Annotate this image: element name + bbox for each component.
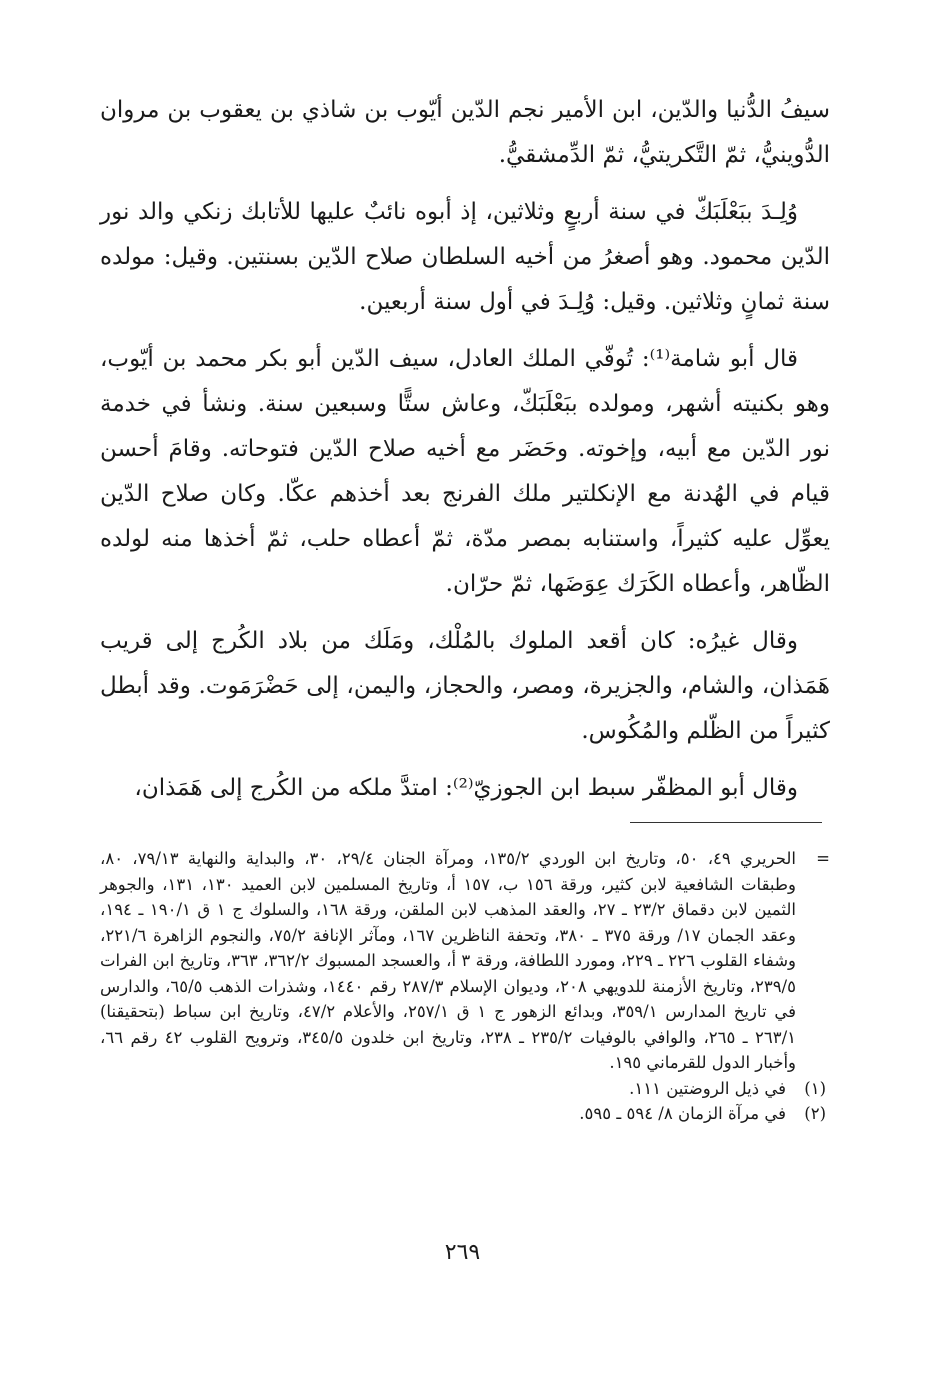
paragraph-1: سيفُ الدُّنيا والدّين، ابن الأمير نجم الدّين أيّوب بن شاذي بن يعقوب بن مروان الدُّوينيُّ، ثمّ التَّكريتيُّ، ثمّ الدِّمشقيُّ. [100,97,830,168]
continuation-mark: = [816,849,830,868]
paragraph-4: وقال غيرُه: كان أقعد الملوك بالمُلْك، ومَلَك من بلاد الكُرج إلى قريب هَمَذان، والشام، والجزيرة، ومصر، والحجاز، واليمن، إلى حَضْرَمَوت. وقد أبطل كثيراً من الظّلم والمُكُوس. [100,628,830,744]
footnotes [100,846,830,1127]
paragraph-5: وقال أبو المظفّر سبط ابن الجوزيّ⁽²⁾: امتدَّ ملكه من الكُرج إلى هَمَذان، [134,775,798,801]
footnote-text: في ذيل الروضتين ١١١. [629,1078,786,1098]
footnote-separator [630,822,822,823]
main-text [100,88,830,823]
footnote-2 [100,1101,830,1127]
page-number: ٢٦٩ [444,1240,481,1265]
footnote-number: (١) [804,1078,826,1098]
paragraph-2: وُلِـدَ ببَعْلَبَكّ في سنة أربعٍ وثلاثين، إذ أبوه نائبٌ عليها للأتابك زنكي والد نور الدّين محمود. وهو أصغرُ من أخيه السلطان صلاح الدّين بسنتين. وقيل: مولده سنة ثمانٍ وثلاثين. وقيل: وُلِـدَ في أول سنة أربعين. [100,199,830,315]
continuation-text: الحريري ٤٩، ٥٠، وتاريخ ابن الوردي ١٣٥/٢، ومرآة الجنان ٢٩/٤، ٣٠، والبداية والنهاية ٧٩/١٣، ٨٠، وطبقات الشافعية لابن كثير، ورقة ١٥٦ ب، ١٥٧ أ، وتاريخ المسلمين لابن العميد ١٣٠، ١٣١، والجوهر الثمين لابن دقماق ٢٣/٢ ـ ٢٧، والعقد المذهب لابن الملقن، ورقة ١٦٨، والسلوك ج ١ ق ١٩٠/١ ـ ١٩٤، وعقد الجمان ١٧/ ورقة ٣٧٥ ـ ٣٨٠، وتحفة الناظرين ١٦٧، ومآثر الإنافة ٧٥/٢، والنجوم الزاهرة ٢٢١/٦، وشفاء القلوب ٢٢٦ ـ ٢٢٩، ومورد اللطافة، ورقة ٣ أ، والعسجد المسبوك ٣٦٢/٢، ٣٦٣، وتاريخ ابن الفرات ٢٣٩/٥، وتاريخ الأزمنة للدويهي ٢٠٨، وديوان الإسلام ٢٨٧/٣ رقم ١٤٤٠، وشذرات الذهب ٦٥/٥، والدارس في تاريخ المدارس ٣٥٩/١، وبدائع الزهور ج ١ ق ٢٥٧/١، والأعلام ٤٧/٢، وتاريخ ابن سباط (بتحقيقنا) ٢٦٣/١ ـ ٢٦٥، والوافي بالوفيات ٢٣٥/٢ ـ ٢٣٨، وتاريخ ابن خلدون ٣٤٥/٥، وترويح القلوب ٤٢ رقم ٦٦، وأخبار الدول للقرماني ١٩٥. [100,849,797,1072]
footnote-number: (٢) [804,1104,826,1123]
paragraph-3: قال أبو شامة⁽¹⁾: تُوفّي الملك العادل، سيف الدّين أبو بكر محمد بن أيّوب، وهو بكنيته أشهر، ومولده ببَعْلَبَكّ، وعاش ستًّا وسبعين سنة. ونشأ في خدمة نور الدّين مع أبيه، وإخوته. وحَضَر مع أخيه صلاح الدّين فتوحاته. وقامَ أحسن قيام في الهُدنة مع الإنكلتير ملك الفرنج بعد أخذهم عكّا. وكان صلاح الدّين يعوِّل عليه كثيراً، واستنابه بمصر مدّة، ثمّ أعطاه حلب، ثمّ أخذها منه لولده الظّاهر، وأعطاه الكَرَك عِوَضَها، ثمّ حرّان. [100,346,830,597]
footnote-text: في مرآة الزمان ٨/ ٥٩٤ ـ ٥٩٥. [579,1104,786,1123]
footnote-continuation [100,846,830,1076]
footnote-1 [100,1076,830,1102]
